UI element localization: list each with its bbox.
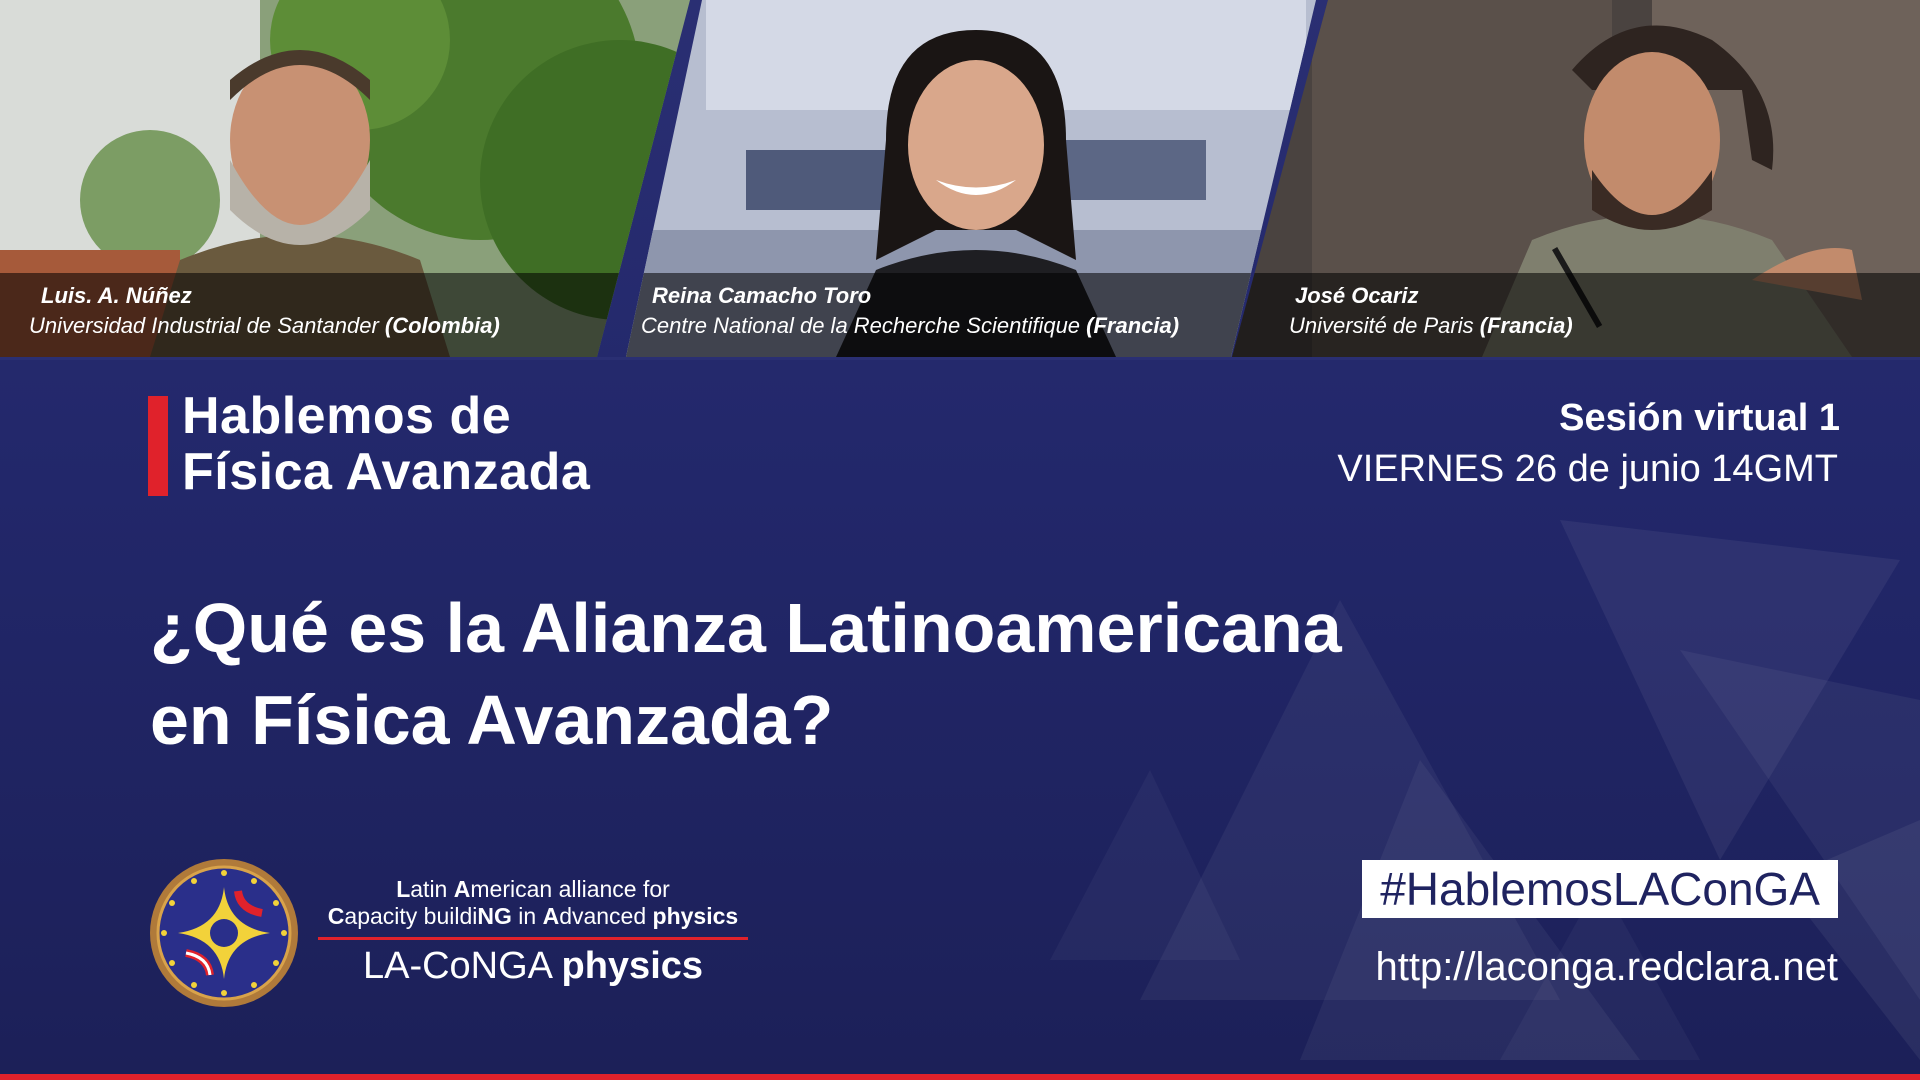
speaker-affiliation-2 (641, 313, 1179, 339)
session-date: VIERNES 26 de junio 14GMT (1337, 448, 1838, 490)
brand-name (318, 942, 748, 990)
brand-bold: physics (561, 945, 704, 987)
speaker-name-3: José Ocariz (1295, 283, 1419, 308)
speaker-institution-3: Université de Paris (1289, 313, 1474, 338)
headline (150, 582, 1342, 766)
speaker-institution-1: Universidad Industrial de Santander (29, 313, 379, 338)
alliance-tagline (318, 876, 748, 930)
session-label: Sesión virtual 1 (1559, 397, 1840, 439)
speaker-country-2: (Francia) (1086, 313, 1180, 338)
speaker-institution-2: Centre National de la Recherche Scientifique (641, 313, 1081, 338)
alliance-divider (318, 937, 748, 940)
speaker-affiliation-3 (1289, 313, 1573, 339)
hashtag: #HablemosLAConGA (1380, 863, 1820, 915)
brand-main: LA-CoNGA (362, 945, 551, 987)
speaker-country-1: (Colombia) (384, 313, 500, 338)
alliance-line1: Latin American alliance for (396, 876, 670, 902)
website-url[interactable]: http://laconga.redclara.net (1375, 945, 1838, 989)
laconga-logo-icon (148, 857, 300, 1009)
speaker-name-1: Luis. A. Núñez (41, 283, 192, 308)
bottom-accent-bar (0, 1074, 1920, 1080)
series-accent-bar (148, 396, 168, 496)
series-title-line2: Física Avanzada (182, 443, 591, 501)
headline-line1: ¿Qué es la Alianza Latinoamericana (150, 589, 1342, 667)
alliance-line2: Capacity buildiNG in Advanced physics (327, 903, 739, 929)
headline-line2: en Física Avanzada? (150, 681, 834, 759)
series-title-line1: Hablemos de (182, 387, 512, 445)
speaker-affiliation-1 (29, 313, 500, 339)
series-title (182, 388, 590, 500)
speaker-country-3: (Francia) (1479, 313, 1573, 338)
hashtag-box (1362, 860, 1838, 918)
photo-strip-divider (0, 357, 1920, 360)
speaker-name-2: Reina Camacho Toro (652, 283, 872, 308)
